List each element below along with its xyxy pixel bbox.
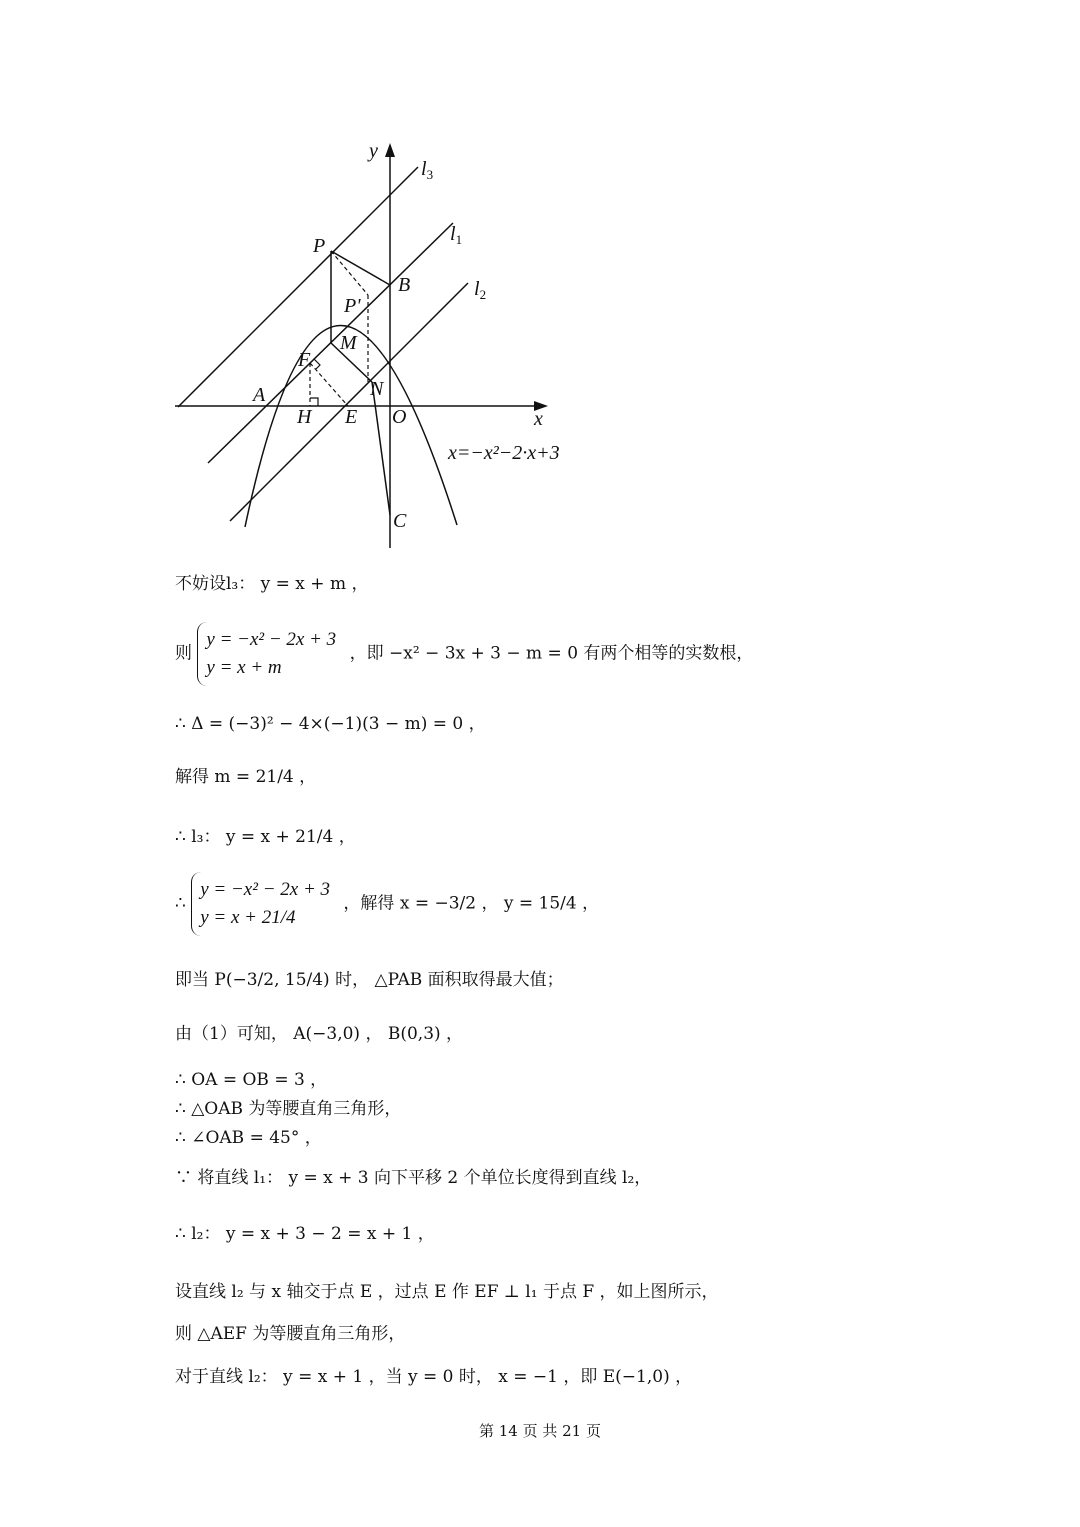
curve-to-C — [372, 382, 390, 515]
line6-suffix: ，解得 x = −3/2 ， y = 15/4 ， — [343, 893, 600, 914]
figure-svg — [170, 135, 590, 555]
text-line-16: 对于直线 l₂： y = x + 1 ，当 y = 0 时， x = −1 ，即 E(−1,0) ， — [175, 1367, 693, 1387]
label-P: P — [313, 235, 326, 257]
text-line-5: ∴ l₃： y = x + 21/4 ， — [175, 827, 356, 847]
line2-prefix: 则 — [175, 643, 192, 664]
text-line-3: ∴ Δ = (−3)² − 4×(−1)(3 − m) = 0 ， — [175, 714, 486, 734]
label-N: N — [370, 378, 384, 400]
label-P-prime: P' — [344, 295, 361, 317]
label-E: E — [345, 406, 358, 428]
label-H: H — [297, 406, 312, 428]
label-F: F — [298, 349, 311, 371]
label-l3: $l_3$ — [421, 158, 434, 182]
segment-PB — [331, 251, 390, 285]
label-B: B — [398, 274, 411, 296]
label-x: x — [534, 408, 543, 430]
system-2-eq-a: y = −x² − 2x + 3 — [200, 879, 331, 900]
line2-suffix: ，即 −x² − 3x + 3 − m = 0 有两个相等的实数根， — [349, 643, 754, 664]
text-line-2 — [175, 622, 753, 686]
text-line-6 — [175, 872, 599, 936]
text-line-11: ∴ ∠OAB = 45° ， — [175, 1128, 322, 1148]
curve-label: x=−x²−2·x+3 — [448, 442, 560, 464]
line6-prefix: ∴ — [175, 893, 186, 914]
right-angle-F — [314, 359, 320, 369]
page-footer: 第 14 页 共 21 页 — [478, 1422, 601, 1440]
line-l3 — [178, 167, 418, 407]
text-line-9: ∴ OA = OB = 3 ， — [175, 1070, 328, 1090]
system-1-eq-b: y = x + m — [206, 657, 282, 678]
dashed-FE — [310, 363, 348, 406]
text-line-14: 设直线 l₂ 与 x 轴交于点 E ，过点 E 作 EF ⊥ l₁ 于点 F ，如上图所示， — [175, 1282, 719, 1302]
right-angle-H — [310, 398, 318, 406]
label-y: y — [369, 140, 378, 162]
text-line-4: 解得 m = 21/4 ， — [175, 767, 317, 787]
label-A: A — [253, 384, 266, 406]
label-M: M — [340, 332, 357, 354]
system-2-eq-b: y = x + 21/4 — [200, 907, 296, 928]
system-1-eq-a: y = −x² − 2x + 3 — [206, 629, 337, 650]
text-line-12: ∵ 将直线 l₁： y = x + 3 向下平移 2 个单位长度得到直线 l₂， — [175, 1168, 652, 1188]
text-line-1: 不妨设l₃： y = x + m ， — [175, 574, 369, 594]
parabola-figure — [170, 135, 590, 555]
text-line-8: 由（1）可知， A(−3,0) ， B(0,3) ， — [175, 1024, 464, 1044]
y-axis-arrow — [385, 143, 395, 157]
label-l1: $l_1$ — [450, 223, 463, 247]
dashed-PP — [331, 251, 368, 295]
label-C: C — [393, 510, 407, 532]
text-line-13: ∴ l₂： y = x + 3 − 2 = x + 1 ， — [175, 1224, 435, 1244]
text-line-7: 即当 P(−3/2, 15/4) 时， △PAB 面积取得最大值； — [175, 970, 564, 990]
label-l2: $l_2$ — [474, 278, 487, 302]
label-O: O — [392, 406, 407, 428]
text-line-15: 则 △AEF 为等腰直角三角形， — [175, 1324, 406, 1344]
system-2 — [191, 872, 330, 936]
text-line-10: ∴ △OAB 为等腰直角三角形， — [175, 1099, 402, 1119]
system-1 — [197, 622, 336, 686]
